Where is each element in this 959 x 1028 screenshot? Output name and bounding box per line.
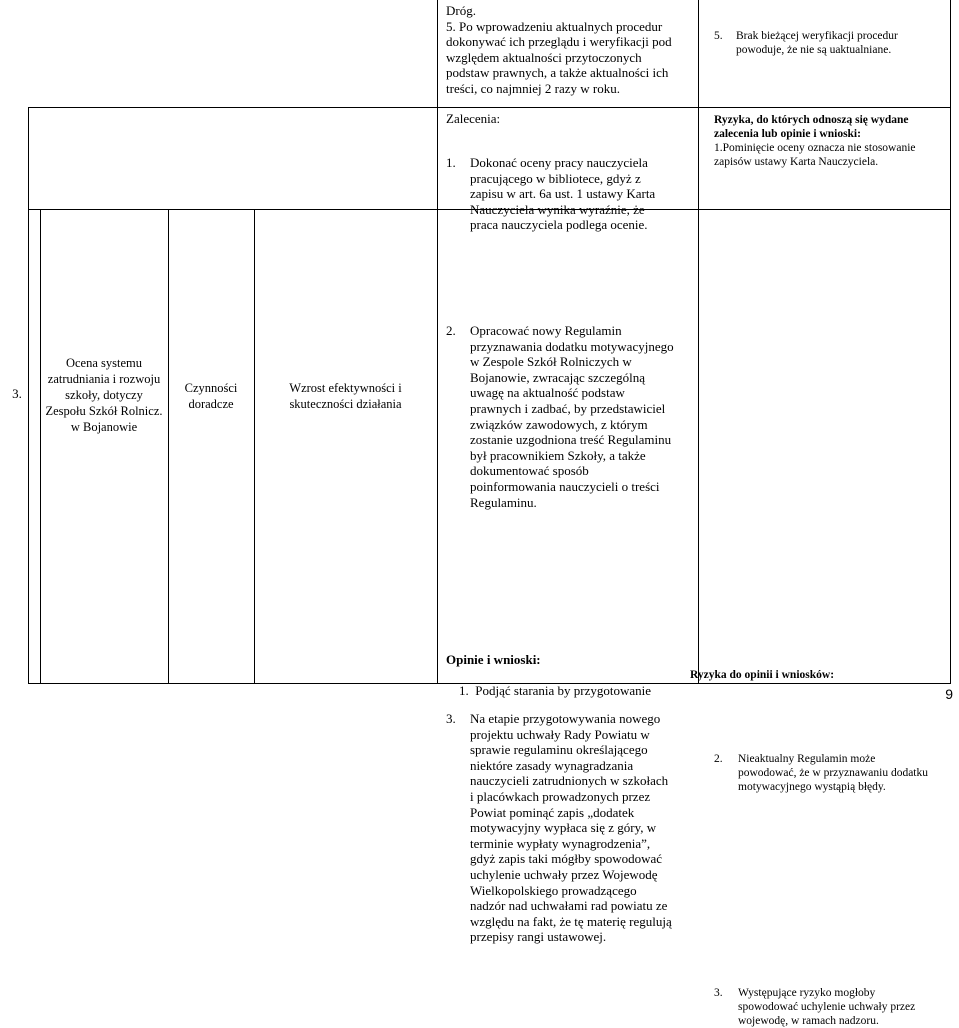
risk-item-2 [714, 752, 948, 794]
text-line: skuteczności działania [289, 397, 402, 411]
text-line: gdyż zapis taki mógłby spowodować [470, 851, 663, 867]
text-line: Regulaminu. [470, 494, 537, 510]
text-line: motywacyjny wypłaca się z góry, w [470, 820, 657, 836]
text-line: motywacyjnego wystąpią błędy. [738, 781, 886, 793]
opinie-heading [446, 652, 541, 668]
text-line: Dróg. [446, 3, 476, 18]
col-divider-1 [40, 210, 41, 684]
text-line: Ocena systemu [65, 356, 143, 370]
col-divider-5 [698, 0, 699, 684]
text-line: Powiat pominąć zapis „dodatek [470, 804, 635, 820]
item-number: 2. [446, 322, 456, 338]
text-line: prawnych i zadbać, by przedstawiciel [470, 400, 666, 416]
text-line: przyznawania dodatku motywacyjnego [470, 338, 674, 354]
text-line: doradcze [188, 397, 234, 411]
heading-text: Ryzyka do opinii i wniosków: [690, 669, 835, 681]
text-line: wojewodę, w ramach nadzoru. [738, 1015, 879, 1027]
risk-item-3 [714, 986, 948, 1028]
text-line: względem aktualności przytoczonych [446, 49, 642, 65]
area-cell [40, 355, 168, 435]
text-line: w Bojanowie [70, 420, 138, 434]
text-line: Ryzyka, do których odnoszą się wydane [714, 114, 909, 126]
text-line: praca nauczyciela podlega ocenie. [470, 217, 648, 233]
text-line: Dokonać oceny pracy nauczyciela [470, 155, 648, 170]
text-line: poinformowania nauczycieli o treści [470, 478, 660, 494]
heading-text: Opinie i wnioski: [446, 652, 541, 667]
text-line: terminie wypłaty wynagrodzenia”, [470, 835, 651, 851]
text-line: Bojanowie, zwracając szczególną [470, 369, 646, 385]
page-number [945, 686, 953, 702]
table-border-left [28, 108, 29, 684]
table-border-right [950, 0, 951, 684]
text-line: i placówkach prowadzonych przez [470, 789, 651, 805]
text-line: uwagę na aktualność podstaw [470, 385, 625, 401]
row-divider-1 [28, 107, 951, 108]
zalecenia-heading [446, 111, 500, 127]
text-line: nadzór nad uchwałami rad powiatu ze [470, 898, 668, 914]
text-line: zapisu w art. 6a ust. 1 ustawy Karta [470, 186, 656, 202]
risk-opinie-heading [690, 668, 834, 682]
text-line: zapisów ustawy Karta Nauczyciela. [714, 156, 879, 168]
risk-item-1 [714, 141, 948, 169]
text-line: podstaw prawnych, a także aktualności ich [446, 65, 669, 81]
text-line: zalecenia lub opinie i wnioski: [714, 128, 861, 140]
text-line: powodować, że w przyznawaniu dodatku [738, 767, 929, 779]
col-divider-3 [254, 210, 255, 684]
text-line: Wzrost efektywności i [289, 381, 402, 395]
heading-text: Zalecenia: [446, 111, 501, 126]
page-number-text: 9 [945, 686, 953, 702]
recommendation-item-1 [446, 155, 694, 233]
text-line: 5. Po wprowadzeniu aktualnych procedur [446, 18, 663, 34]
recommendation-item-2 [446, 323, 696, 510]
text-line: dokumentować sposób [470, 463, 589, 479]
text-line: Zespołu Szkół Rolnicz. [45, 404, 163, 418]
text-line: powoduje, że nie są uaktualniane. [736, 44, 892, 56]
text-line: dokonywać ich przeglądu i weryfikacji pod [446, 34, 672, 50]
text-line: pracującego w bibliotece, gdyż z [470, 170, 641, 186]
text-line: Występujące ryzyko mogłoby [738, 987, 876, 999]
text-line: projektu uchwały Rady Powiatu w [470, 726, 650, 742]
text-line: niektóre zasady wynagradzania [470, 757, 634, 773]
text-line: przepisy rangi ustawowej. [470, 929, 607, 945]
text-line: sprawie regulaminu określającego [470, 742, 648, 758]
recommendation-item-3 [446, 711, 696, 945]
item-number: 1. [446, 155, 456, 170]
item-number: 3. [446, 711, 456, 727]
goal-cell [254, 380, 437, 412]
text-line: zatrudniania i rozwoju [47, 372, 161, 386]
row-number-text: 3. [12, 386, 22, 401]
text-line: względu na fakt, że tę materię regulują [470, 913, 672, 929]
text-line: Wielkopolskiego prowadzącego [470, 882, 637, 898]
text-line: szkoły, dotyczy [65, 388, 143, 402]
text-line: nauczycieli zatrudnionych w szkołach [470, 773, 669, 789]
col-divider-2 [168, 210, 169, 684]
risk-item-5 [714, 29, 944, 57]
text-line: Czynności [184, 381, 238, 395]
text-line: uchylenie uchwały przez Wojewodę [470, 867, 658, 883]
risk-heading [714, 113, 948, 141]
text-line: Na etapie przygotowywania nowego [470, 711, 661, 727]
text-line: treści, co najmniej 2 razy w roku. [446, 80, 620, 96]
text-line: Nieaktualny Regulamin może [738, 753, 876, 765]
text-line: Opracować nowy Regulamin [470, 322, 622, 338]
text-line: 1.Pominięcie oceny oznacza nie stosowanie [714, 142, 916, 154]
text-line: zostanie uzgodniona treść Regulaminu [470, 432, 672, 448]
text-line: 1. Podjąć starania by przygotowanie [459, 682, 652, 698]
col-divider-4 [437, 0, 438, 684]
row-number [6, 386, 28, 402]
text-line: spowodować uchylenie uchwały przez [738, 1001, 916, 1013]
opinie-item-1 [446, 667, 651, 714]
activity-cell [168, 380, 254, 412]
text-line: w Zespole Szkół Rolniczych w [470, 354, 632, 370]
text-line: Brak bieżącej weryfikacji procedur [736, 30, 898, 42]
text-line: Nauczyciela wynika wyraźnie, że [470, 201, 645, 217]
text-line: związków zawodowych, z którym [470, 416, 648, 432]
risk-number: 2. [714, 753, 723, 765]
continuation-recommendation-cell [446, 3, 694, 97]
risk-number: 3. [714, 987, 723, 999]
text-line: był pracownikiem Szkoły, a także [470, 447, 646, 463]
risk-number: 5. [714, 30, 723, 42]
